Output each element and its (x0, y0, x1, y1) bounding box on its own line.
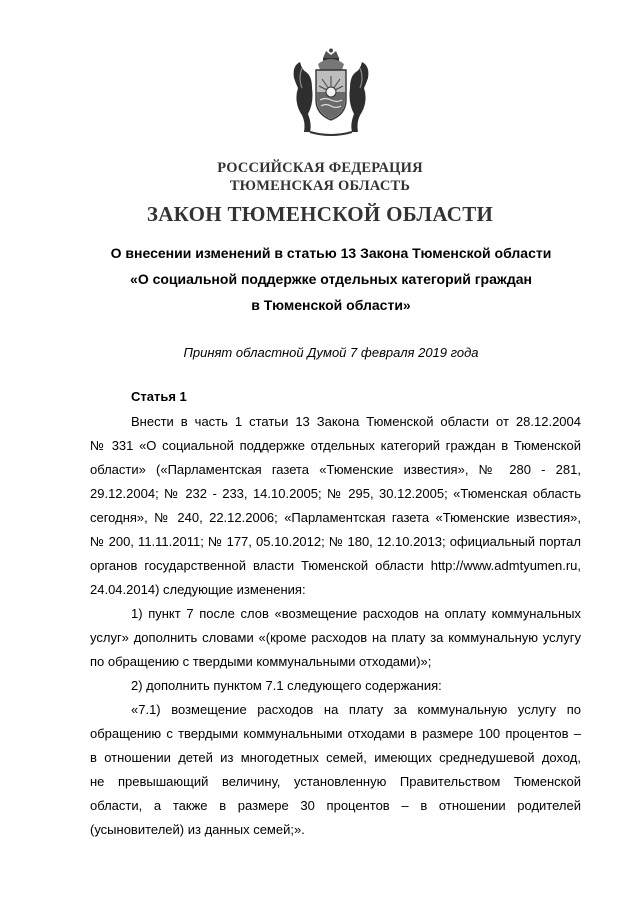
paragraph-line: органов государственной власти Тюменской области http://www.admtyumen.ru, (90, 558, 581, 573)
paragraph-line: № 200, 11.11.2011; № 177, 05.10.2012; № 180, 12.10.2013; официальный портал (90, 534, 581, 549)
federation-header: РОССИЙСКАЯ ФЕДЕРАЦИЯ (217, 160, 423, 176)
paragraph-line: обращению с твердыми коммунальными отходами в размере 100 процентов – (90, 726, 581, 741)
region-header: ТЮМЕНСКАЯ ОБЛАСТЬ (229, 178, 411, 194)
paragraph-line: (усыновителей) из данных семей;». (90, 822, 305, 837)
paragraph-line: услуг» дополнить словами «(кроме расходов на плату за коммунальную услугу (90, 630, 581, 645)
paragraph-line: не превышающий величину, установленную Правительством Тюменской (90, 774, 581, 789)
law-title (60, 240, 602, 318)
paragraph-line: в отношении детей из многодетных семей, имеющих среднедушевой доход, (90, 750, 581, 765)
law-title-line: в Тюменской области» (251, 297, 411, 313)
paragraph-line: области» («Парламентская газета «Тюменские известия», № 280 - 281, (90, 462, 581, 477)
coat-of-arms-icon (290, 48, 372, 140)
paragraph-line: 2) дополнить пунктом 7.1 следующего содержания: (131, 678, 442, 693)
paragraph-line: 29.12.2004; № 232 - 233, 14.10.2005; № 295, 30.12.2005; «Тюменская область (90, 486, 581, 501)
paragraph-line: 24.04.2014) следующие изменения: (90, 582, 306, 597)
paragraph-line: Внести в часть 1 статьи 13 Закона Тюменской области от 28.12.2004 (131, 414, 581, 429)
adoption-date-note: Принят областной Думой 7 февраля 2019 года (183, 345, 479, 360)
law-title-line: «О социальной поддержке отдельных категорий граждан (130, 271, 532, 287)
paragraph-line: № 331 «О социальной поддержке отдельных категорий граждан в Тюменской (90, 438, 581, 453)
paragraph-line: по обращению с твердыми коммунальными отходами)»; (90, 654, 432, 669)
law-type-heading: ЗАКОН ТЮМЕНСКОЙ ОБЛАСТИ (146, 202, 494, 226)
paragraph-line: области, а также в размере 30 процентов – в отношении родителей (90, 798, 581, 813)
paragraph-line: сегодня», № 240, 22.12.2006; «Парламентская газета «Тюменские известия», (90, 510, 581, 525)
law-title-line: О внесении изменений в статью 13 Закона Тюменской области (110, 245, 552, 261)
paragraph-line: «7.1) возмещение расходов на плату за коммунальную услугу по (131, 702, 581, 717)
article-heading: Статья 1 (131, 389, 187, 404)
paragraph-line: 1) пункт 7 после слов «возмещение расходов на оплату коммунальных (131, 606, 581, 621)
